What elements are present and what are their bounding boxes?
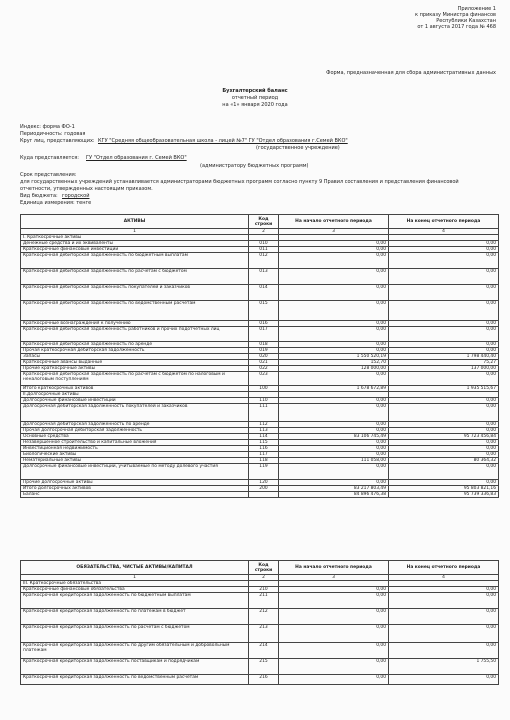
row-start-value: 0,00 (279, 609, 389, 625)
appendix-line-4: от 1 августа 2017 года № 468 (417, 24, 496, 30)
row-code: 113 (249, 428, 279, 434)
row-start-value: 0,00 (279, 675, 389, 685)
row-end-value: 0,00 (389, 587, 499, 593)
row-start-value: 1 678 672,89 (279, 386, 389, 392)
row-name: Краткосрочная дебиторская задолженность по ведомственным расчетам (21, 301, 249, 321)
row-code: 115 (249, 440, 279, 446)
row-start-value: 0,00 (279, 327, 389, 342)
appendix-line-3: Республики Казахстан (436, 18, 496, 24)
row-code (249, 492, 279, 498)
table-row (21, 327, 499, 342)
row-name: I. Краткосрочные активы (21, 235, 249, 241)
liabilities-header-start: На начало отчетного периода (279, 561, 389, 575)
liabilities-index-3: 3 (279, 575, 389, 581)
row-end-value: 0,00 (389, 593, 499, 609)
row-end-value: 0,00 (389, 428, 499, 434)
row-end-value: 95 803 821,16 (389, 486, 499, 492)
table-row (21, 301, 499, 321)
row-end-value: 0,00 (389, 422, 499, 428)
row-code: 200 (249, 486, 279, 492)
row-end-value: 1 798 440,40 (389, 354, 499, 360)
table-row (21, 404, 499, 422)
row-name: Долгосрочная дебиторская задолженность покупателей и заказчиков (21, 404, 249, 422)
table-row (21, 643, 499, 659)
row-end-value: 0,00 (389, 372, 499, 386)
row-end-value: 0,00 (389, 269, 499, 285)
liabilities-index-4: 4 (389, 575, 499, 581)
form-note: Форма, предназначенная для сбора административных данных (326, 70, 496, 76)
recipient-value: ГУ "Отдел образования г. Семей ВКО" (86, 155, 187, 161)
table-row (21, 492, 499, 498)
row-name: Инвестиционная недвижимость (21, 446, 249, 452)
row-start-value: 0,00 (279, 321, 389, 327)
row-name: Краткосрочные авансы выданные (21, 360, 249, 366)
row-name: Краткосрочная кредиторская задолженность по другим обязательным и добровольным платежам (21, 643, 249, 659)
row-start-value: 0,00 (279, 446, 389, 452)
table-row (21, 609, 499, 625)
row-code: 213 (249, 625, 279, 643)
row-end-value: 0,00 (389, 253, 499, 269)
row-end-value: 0,00 (389, 480, 499, 486)
row-name: Краткосрочная дебиторская задолженность по аренде (21, 342, 249, 348)
row-start-value: 0,00 (279, 404, 389, 422)
row-code: 120 (249, 480, 279, 486)
row-name: Краткосрочная кредиторская задолженность по платежам в бюджет (21, 609, 249, 625)
row-name: Краткосрочная дебиторская задолженность по расчетам с бюджетом по налоговым и неналоговым поступлениям (21, 372, 249, 386)
row-end-value: 0,00 (389, 285, 499, 301)
row-start-value: 0,00 (279, 348, 389, 354)
row-end-value: 1 935 515,67 (389, 386, 499, 392)
row-start-value: 0,00 (279, 428, 389, 434)
row-name: Краткосрочная дебиторская задолженность по бюджетным выплатам (21, 253, 249, 269)
row-start-value: 152,70 (279, 360, 389, 366)
row-name: Прочая краткосрочная дебиторская задолженность (21, 348, 249, 354)
row-start-value: 83 217 803,49 (279, 486, 389, 492)
row-start-value: 0,00 (279, 422, 389, 428)
row-name: Нематериальные активы (21, 458, 249, 464)
row-start-value: 0,00 (279, 440, 389, 446)
row-end-value: 80 364,32 (389, 458, 499, 464)
row-code: 023 (249, 372, 279, 386)
liabilities-index-1: 1 (21, 575, 249, 581)
table-row (21, 659, 499, 675)
row-name: Биологические активы (21, 452, 249, 458)
row-end-value: 0,00 (389, 321, 499, 327)
row-name: Баланс (21, 492, 249, 498)
row-end-value: 0,00 (389, 675, 499, 685)
row-code: 013 (249, 269, 279, 285)
row-start-value: 0,00 (279, 253, 389, 269)
row-name: Краткосрочная дебиторская задолженность работников и прочих подотчетных лиц (21, 327, 249, 342)
row-code: 020 (249, 354, 279, 360)
row-start-value: 0,00 (279, 452, 389, 458)
row-start-value: 83 106 745,49 (279, 434, 389, 440)
row-code: 114 (249, 434, 279, 440)
row-start-value: 0,00 (279, 247, 389, 253)
deadline-text-2: отчетности, утвержденных настоящим приказом. (20, 186, 153, 192)
row-start-value: 0,00 (279, 269, 389, 285)
row-start-value: 0,00 (279, 480, 389, 486)
row-end-value: 0,00 (389, 452, 499, 458)
row-start-value: 0,00 (279, 464, 389, 480)
row-end-value: 95 739 336,83 (389, 492, 499, 498)
table-row (21, 464, 499, 480)
row-name: Краткосрочная дебиторская задолженность по расчетам с бюджетом (21, 269, 249, 285)
assets-header-end: На конец отчетного периода (389, 215, 499, 229)
liabilities-header-end: На конец отчетного периода (389, 561, 499, 575)
row-code: 119 (249, 464, 279, 480)
row-code: 019 (249, 348, 279, 354)
table-row (21, 593, 499, 609)
row-end-value: 0,00 (389, 609, 499, 625)
row-end-value: 1 755,50 (389, 659, 499, 675)
row-name: Краткосрочные финансовые обязательства (21, 587, 249, 593)
table-row (21, 269, 499, 285)
row-name: Денежные средства и их эквиваленты (21, 241, 249, 247)
row-end-value: 0,00 (389, 342, 499, 348)
row-code: 016 (249, 321, 279, 327)
row-code: 116 (249, 446, 279, 452)
row-name: Краткосрочная кредиторская задолженность по бюджетным выплатам (21, 593, 249, 609)
row-code: 110 (249, 398, 279, 404)
row-end-value: 0,00 (389, 398, 499, 404)
row-start-value: 0,00 (279, 643, 389, 659)
row-code: 017 (249, 327, 279, 342)
recipient-label: Куда представляется: (20, 155, 79, 161)
row-code: 018 (249, 342, 279, 348)
document-title: Бухгалтерский баланс (222, 88, 288, 94)
form-index: Индекс: форма ФО-1 (20, 124, 75, 130)
row-name: Краткосрочная кредиторская задолженность по ведомственным расчетам (21, 675, 249, 685)
assets-index-3: 3 (279, 229, 389, 235)
row-code: 010 (249, 241, 279, 247)
row-end-value: 0,00 (389, 348, 499, 354)
periodicity: Периодичность: годовая (20, 131, 86, 137)
row-end-value: 0,00 (389, 241, 499, 247)
row-end-value: 0,00 (389, 327, 499, 342)
row-code: 112 (249, 422, 279, 428)
row-start-value: 0,00 (279, 241, 389, 247)
row-end-value: 0,00 (389, 404, 499, 422)
assets-header-code: Код строки (249, 215, 279, 229)
row-code: 100 (249, 386, 279, 392)
row-end-value: 0,00 (389, 440, 499, 446)
row-start-value: 0,00 (279, 587, 389, 593)
row-start-value: 1 550 520,19 (279, 354, 389, 360)
table-row (21, 372, 499, 386)
liabilities-header-name: ОБЯЗАТЕЛЬСТВА, ЧИСТЫЕ АКТИВЫ/КАПИТАЛ (21, 561, 249, 575)
row-start-value: 0,00 (279, 301, 389, 321)
table-row (21, 675, 499, 685)
row-name: III. Краткосрочные обязательства (21, 581, 249, 587)
row-end-value: 137 000,00 (389, 366, 499, 372)
row-start-value: 111 058,00 (279, 458, 389, 464)
unit-of-measure: Единица измерения: тенге (20, 200, 92, 206)
row-code: 011 (249, 247, 279, 253)
deadline-text-1: для государственных учреждений устанавливается администраторами бюджетных программ согласно пункту 9 Правил составления и представления финансовой (20, 179, 459, 185)
row-code: 012 (249, 253, 279, 269)
budget-value: городской (62, 193, 90, 199)
row-code: 117 (249, 452, 279, 458)
table-row (21, 253, 499, 269)
liabilities-header-row (21, 561, 499, 575)
row-name: Краткосрочная дебиторская задолженность покупателей и заказчиков (21, 285, 249, 301)
row-code: 214 (249, 643, 279, 659)
table-row (21, 285, 499, 301)
circle-note: (государственное учреждение) (256, 145, 340, 151)
assets-header-name: АКТИВЫ (21, 215, 249, 229)
row-code: 216 (249, 675, 279, 685)
row-name: Итого краткосрочных активов (21, 386, 249, 392)
row-end-value: 0,00 (389, 247, 499, 253)
row-start-value: 0,00 (279, 342, 389, 348)
assets-table (20, 214, 499, 498)
row-name: Долгосрочные финансовые инвестиции (21, 398, 249, 404)
row-code: 211 (249, 593, 279, 609)
liabilities-index-2: 2 (249, 575, 279, 581)
row-code: 021 (249, 360, 279, 366)
row-name: II.Долгосрочные активы (21, 392, 249, 398)
row-name: Основные средства (21, 434, 249, 440)
row-end-value: 0,00 (389, 446, 499, 452)
row-name: Итого долгосрочных активов (21, 486, 249, 492)
appendix-line-1: Приложение 1 (457, 6, 496, 12)
row-start-value: 0,00 (279, 593, 389, 609)
circle-value: КГУ "Средняя общеобразовательная школа - лицей №7" ГУ "Отдел образования г.Семей ВКО" (98, 138, 348, 144)
row-code: 215 (249, 659, 279, 675)
assets-header-start: На начало отчетного периода (279, 215, 389, 229)
row-end-value: 0,00 (389, 464, 499, 480)
report-date: на «1» января 2020 года (222, 102, 288, 108)
row-code: 210 (249, 587, 279, 593)
assets-index-2: 2 (249, 229, 279, 235)
liabilities-header-code: Код строки (249, 561, 279, 575)
row-end-value: 95 723 456,84 (389, 434, 499, 440)
row-start-value: 128 000,00 (279, 366, 389, 372)
row-start-value: 0,00 (279, 625, 389, 643)
row-end-value: 0,00 (389, 625, 499, 643)
liabilities-table (20, 560, 499, 685)
row-name: Долгосрочная дебиторская задолженность по аренде (21, 422, 249, 428)
row-code: 118 (249, 458, 279, 464)
row-start-value: 0,00 (279, 372, 389, 386)
budget-label: Вид бюджета: (20, 193, 58, 199)
row-name: Краткосрочные финансовые инвестиции (21, 247, 249, 253)
row-start-value: 0,00 (279, 285, 389, 301)
row-name: Прочие долгосрочные активы (21, 480, 249, 486)
table-row (21, 625, 499, 643)
row-start-value: 84 896 476,38 (279, 492, 389, 498)
row-start-value: 0,00 (279, 398, 389, 404)
row-code: 111 (249, 404, 279, 422)
row-name: Краткосрочная кредиторская задолженность поставщикам и подрядчикам (21, 659, 249, 675)
recipient-note: (администратору бюджетных программ) (200, 163, 309, 169)
row-name: Незавершенное строительство и капитальные вложения (21, 440, 249, 446)
assets-header-row (21, 215, 499, 229)
row-end-value: 0,00 (389, 643, 499, 659)
circle-label: Круг лиц, представляющих: (20, 138, 95, 144)
row-end-value: 0,00 (389, 301, 499, 321)
assets-index-4: 4 (389, 229, 499, 235)
report-period-label: отчетный период (231, 95, 279, 101)
row-name: Долгосрочные финансовые инвестиции, учитываемые по методу долевого участия (21, 464, 249, 480)
row-name: Краткосрочные вознаграждения к получению (21, 321, 249, 327)
appendix-line-2: к приказу Министра финансов (414, 12, 496, 18)
row-end-value: 75,27 (389, 360, 499, 366)
row-code: 015 (249, 301, 279, 321)
assets-index-1: 1 (21, 229, 249, 235)
row-code: 022 (249, 366, 279, 372)
row-name: Прочая долгосрочная дебиторская задолженность (21, 428, 249, 434)
row-name: Запасы (21, 354, 249, 360)
row-name: Краткосрочная кредиторская задолженность по расчетам с бюджетом (21, 625, 249, 643)
deadline-label: Срок представления: (20, 172, 77, 178)
row-code: 212 (249, 609, 279, 625)
row-code: 014 (249, 285, 279, 301)
row-name: Прочие краткосрочные активы (21, 366, 249, 372)
row-start-value: 0,00 (279, 659, 389, 675)
